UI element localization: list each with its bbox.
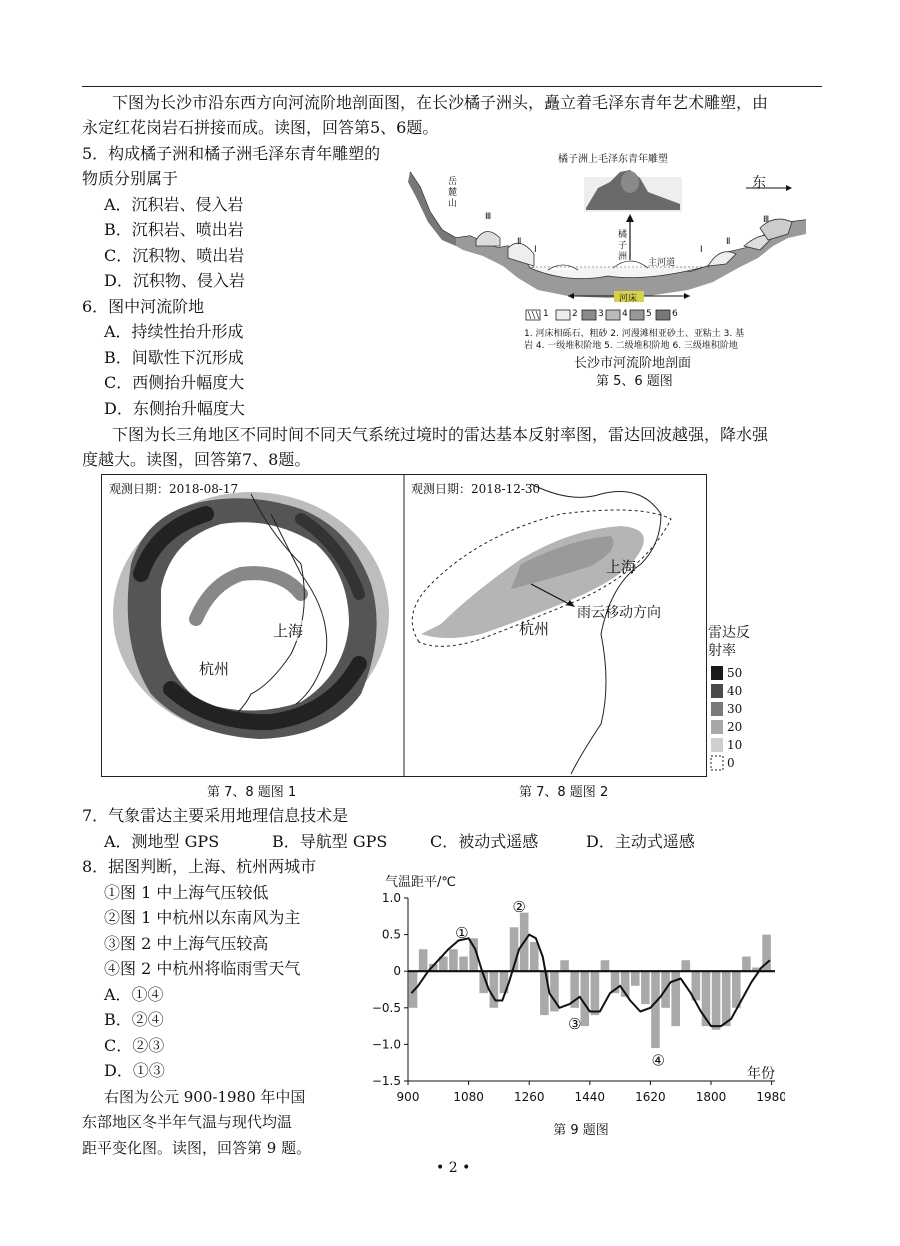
x-tick-label: 1440: [574, 1090, 606, 1104]
statue-title: 橘子洲上毛泽东青年雕塑: [558, 154, 668, 165]
q8-statement-4: ④图 2 中杭州将临雨雪天气: [104, 959, 301, 978]
q7-option-b: B．导航型 GPS: [272, 832, 388, 851]
y-tick-label: −1.5: [371, 1074, 401, 1088]
terrace-i-left: Ⅰ: [534, 245, 537, 255]
q8-option-a: A．①④: [104, 985, 164, 1004]
y-axis-label: 气温距平/℃: [385, 875, 456, 890]
map2-date: 观测日期：2018-12-30: [411, 482, 541, 496]
legend-num-5: 5: [646, 309, 652, 319]
temperature-anomaly-chart: [355, 866, 785, 1146]
q5-option-d: D．沉积物、侵入岩: [104, 271, 245, 290]
chart-bar: [419, 949, 428, 971]
chart-bar: [631, 971, 640, 986]
intro-5-6-line2: 永定红花岗岩石拼接而成。读图，回答第5、6题。: [82, 118, 439, 137]
radar-legend-30: 30: [727, 702, 743, 716]
chart-bar: [742, 957, 751, 972]
fig56-title: 长沙市河流阶地剖面: [574, 356, 692, 371]
east-label: 东: [752, 175, 766, 191]
q8-option-c: C．②③: [104, 1036, 165, 1055]
river-terrace-figure: [408, 142, 808, 392]
map1-caption: 第 7、8 题图 1: [207, 785, 297, 800]
chart-svg: [355, 866, 785, 1146]
map2-shanghai: 上海: [606, 558, 637, 576]
main-channel-label: 主河道: [648, 258, 676, 268]
chart-annotation: ③: [567, 1014, 582, 1033]
riverbed-label: 河床: [619, 294, 638, 304]
intro-9-line1: 右图为公元 900-1980 年中国: [104, 1088, 306, 1106]
legend-num-6: 6: [672, 309, 678, 319]
legend-num-1: 1: [543, 309, 549, 319]
y-tick-label: 0: [393, 964, 401, 979]
q6-option-c: C．西侧抬升幅度大: [104, 373, 245, 392]
terrace-ii-right: Ⅱ: [726, 237, 731, 247]
q7-option-a: A．测地型 GPS: [104, 832, 220, 851]
chart-annotation: ②: [512, 897, 526, 916]
terrace-iii-right: Ⅲ: [763, 215, 770, 225]
radar-legend-0: 0: [727, 756, 735, 770]
y-tick-label: 0.5: [381, 927, 401, 942]
map1-hangzhou: 杭州: [199, 660, 230, 678]
q6-option-b: B．间歇性下沉形成: [104, 348, 244, 367]
mountain-label: 岳麓山: [448, 177, 458, 209]
radar-maps: [101, 474, 761, 804]
radar-legend-swatches: [711, 666, 723, 770]
q8-statement-1: ①图 1 中上海气压较低: [104, 883, 269, 902]
chart-bar: [651, 971, 660, 1048]
q5-stem-line1: 5．构成橘子洲和橘子洲毛泽东青年雕塑的: [82, 144, 381, 163]
q8-option-d: D．①③: [104, 1061, 165, 1080]
chart-bar: [449, 949, 458, 971]
legend-desc-line1: 1. 河床相砾石、粗砂 2. 河漫滩相亚砂土、亚粘土 3. 基: [524, 329, 745, 339]
radar-legend-50: 50: [727, 666, 743, 680]
legend-desc-line2: 岩 4. 一级堆积阶地 5. 二级堆积阶地 6. 三级堆积阶地: [524, 341, 738, 351]
chart-bar: [530, 942, 539, 971]
chart-caption: 第 9 题图: [553, 1123, 609, 1138]
island-label: 橘子洲: [618, 230, 628, 262]
q7-option-c: C．被动式遥感: [430, 832, 539, 851]
q8-statement-3: ③图 2 中上海气压较高: [104, 934, 269, 953]
x-tick-label: 1980: [756, 1090, 785, 1104]
radar-legend-title1: 雷达反: [708, 625, 750, 641]
chart-annotation: ④: [651, 1051, 665, 1070]
chart-bar: [641, 971, 650, 1004]
q8-stem: 8．据图判断，上海、杭州两城市: [82, 857, 317, 876]
chart-bar: [490, 971, 499, 1008]
q8-statement-2: ②图 1 中杭州以东南风为主: [104, 908, 301, 927]
terrace-i-right: Ⅰ: [700, 245, 703, 255]
header-rule: [82, 86, 822, 87]
intro-9-line2: 东部地区冬半年气温与现代均温: [82, 1113, 293, 1131]
q5-option-b: B．沉积岩、喷出岩: [104, 220, 244, 239]
map1-shanghai: 上海: [273, 622, 304, 640]
chart-bar: [601, 960, 610, 971]
chart-bar: [560, 960, 569, 971]
q7-option-d: D．主动式遥感: [586, 832, 695, 851]
x-tick-label: 1620: [635, 1090, 666, 1104]
chart-annotation: ①: [455, 924, 469, 943]
chart-bar: [681, 960, 690, 971]
intro-5-6-line1: 下图为长沙市沿东西方向河流阶地剖面图，在长沙橘子洲头，矗立着毛泽东青年艺术雕塑，由: [112, 93, 769, 112]
q8-option-b: B．②④: [104, 1010, 164, 1029]
map1-date: 观测日期：2018-08-17: [109, 482, 239, 496]
radar-legend-title2: 射率: [708, 643, 736, 659]
map2-hangzhou: 杭州: [519, 620, 550, 638]
y-tick-label: −0.5: [371, 1000, 401, 1015]
chart-bar: [459, 957, 468, 972]
chart-bar: [722, 971, 731, 1026]
page-number: • 2 •: [436, 1160, 471, 1176]
legend-num-4: 4: [622, 309, 628, 319]
radar-legend-10: 10: [727, 738, 743, 752]
q6-stem: 6．图中河流阶地: [82, 297, 205, 316]
x-tick-label: 1260: [513, 1090, 545, 1104]
radar-figure: [101, 474, 761, 804]
y-tick-label: 1.0: [381, 891, 401, 905]
q6-option-a: A．持续性抬升形成: [104, 322, 244, 341]
q5-option-a: A．沉积岩、侵入岩: [104, 195, 244, 214]
map2-caption: 第 7、8 题图 2: [519, 785, 609, 800]
intro-7-8-line2: 度越大。读图，回答第7、8题。: [82, 450, 311, 469]
map2-arrow-label: 雨云移动方向: [577, 605, 661, 621]
terrace-ii-left: Ⅱ: [517, 237, 522, 247]
q5-stem-line2: 物质分别属于: [82, 169, 179, 188]
radar-legend-20: 20: [727, 720, 743, 734]
q5-option-c: C．沉积物、喷出岩: [104, 246, 245, 265]
y-tick-label: −1.0: [371, 1037, 401, 1052]
chart-bar: [712, 971, 721, 1030]
q6-option-d: D．东侧抬升幅度大: [104, 399, 245, 418]
intro-9-line3: 距平变化图。读图，回答第 9 题。: [82, 1139, 312, 1157]
q7-stem: 7．气象雷达主要采用地理信息技术是: [82, 806, 349, 825]
fig56-caption: 第 5、6 题图: [596, 374, 673, 389]
intro-7-8-line1: 下图为长三角地区不同时间不同天气系统过境时的雷达基本反射率图，雷达回波越强，降水强: [112, 425, 769, 444]
x-tick-label: 1080: [453, 1090, 484, 1104]
legend-num-3: 3: [598, 309, 604, 319]
legend-num-2: 2: [572, 309, 578, 319]
terrace-iii-left: Ⅲ: [485, 212, 492, 222]
x-tick-label: 1800: [695, 1090, 727, 1104]
chart-bar: [591, 971, 600, 1015]
x-axis-label: 年份: [747, 1066, 775, 1082]
x-tick-label: 900: [396, 1090, 420, 1104]
radar-legend-40: 40: [727, 684, 743, 698]
